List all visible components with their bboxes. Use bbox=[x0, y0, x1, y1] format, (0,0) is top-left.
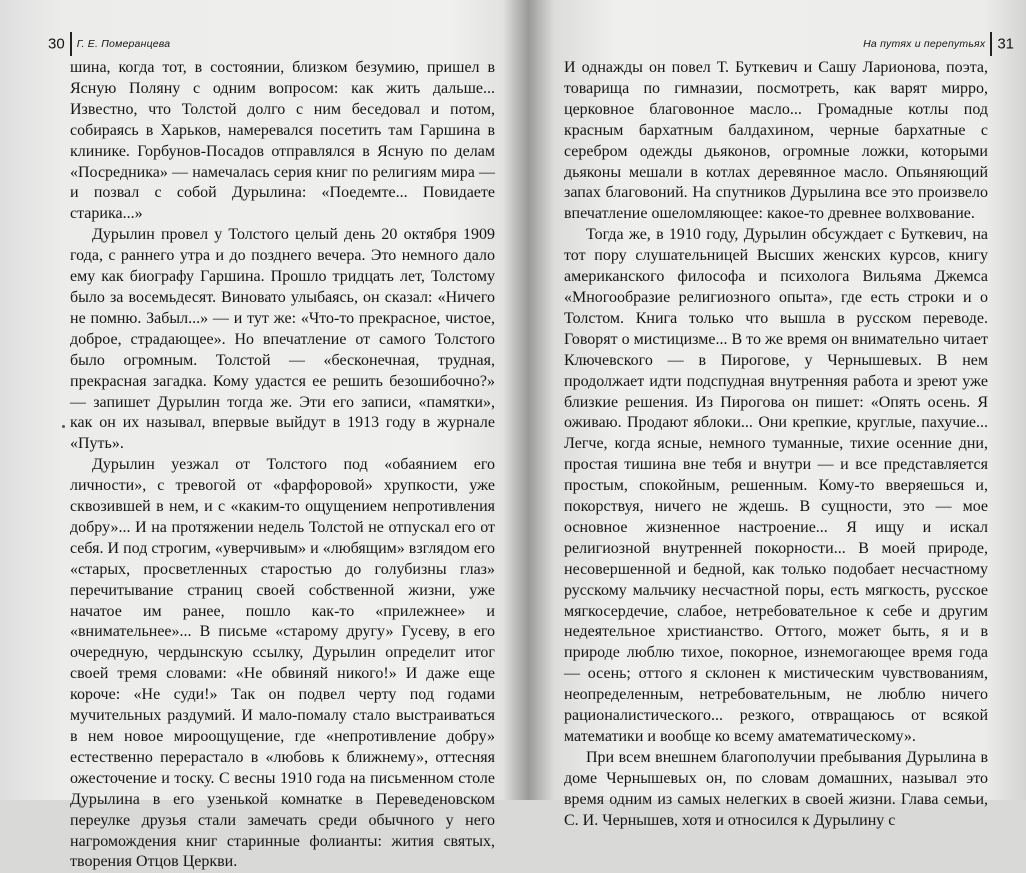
paragraph: Тогда же, в 1910 году, Дурылин обсуждает с Буткевич, на тот пору слушательницей Высших женских курсов, книгу американского философа и психолога Вильяма Джемса «Многообразие религиозного опыта», где есть строки и о Толстом. Книга только что вышла в русском переводе. Говорят о мистицизме... В то же время он внимательно читает Ключевского — в Пирогове, у Чернышевых. В нем продолжает идти подспудная внутренняя работа и зреют уже близкие решения. Из Пирогова он пишет: «Опять осень. Я оживаю. Продают яблоки... Они крепкие, круглые, пахучие... Легче, когда ясные, немного туманные, тихие осенние дни, простая тишина вне тебя и внутри — и все представляется простым, спокойным, решенным. Кому-то вверяешься и, покорствуя, ничего не ждешь. В сущности, это — мое основное жизненное настроение... Я ищу и искал религиозной внутренней покорности... В моей природе, несовершенной и бедной, как только подобает несчастному русскому мальчику несчастной поры, есть мягкость, русское мягкосердечие, слабое, нетребовательное к себе и другим недеятельное христианство. Оттого, может быть, я и в природе люблю тихое, покорное, изнемогающее время года — осень; оттого я склонен к мистическим чувствованиям, неопределенным, нетребовательным, не люблю ничего рационалистического... резкого, отвращаюсь от всякой математики и вообще ко всему аматематическому». bbox=[564, 226, 988, 745]
scan-speck bbox=[62, 425, 65, 428]
right-page bbox=[514, 0, 1026, 829]
left-running-title: Г. Е. Померанцева bbox=[76, 38, 171, 50]
right-page-text bbox=[564, 58, 988, 832]
header-divider bbox=[70, 32, 72, 56]
header-divider bbox=[990, 32, 992, 56]
paragraph: Дурылин провел у Толстого целый день 20 октября 1909 года, с раннего утра и до позднего вечера. Это немного дало ему как биографу Гаршина. Прошло тридцать лет, Толстому было за восемьдесят. Виновато улыбаясь, он сказал: «Ничего не помню. Забыл...» — и тут же: «Что-то прекрасное, чистое, доброе, страдающее». Но впечатление от самого Толстого было огромным. Толстой — «бесконечная, трудная, прекрасная загадка. Кому удастся ее решить безошибочно?» — запишет Дурылин тогда же. Эти его записи, «памятки», как он их называл, впервые выйдут в 1913 году в журнале «Путь». bbox=[70, 226, 495, 453]
left-page bbox=[0, 0, 512, 871]
paragraph: При всем внешнем благополучии пребывания Дурылина в доме Чернышевых он, по словам домашних, называл это время одним из самых нелегких в своей жизни. Глава семьи, С. И. Чернышев, хотя и относился к Дурылину с bbox=[564, 748, 988, 829]
paragraph: Дурылин уезжал от Толстого под «обаянием его личности», с тревогой от «фарфоровой» хрупкости, уже сквозившей в нем, и с «каким-то ощущением непротивления добру»... И на протяжении недель Толстой не отпускал его от себя. И под строгим, «уверчивым» и «любящим» взглядом его «старых, просветленных старостью до голубизны глаз» перечитывание страниц своей собственной жизни, уже начатое им ранее, пошло как-то «прилежнее» и «внимательнее»... В письме «старому другу» Гусеву, в его очередную, чердынскую ссылку, Дурылин определит итог своей тремя словами: «Не обвиняй никого!» И даже еще короче: «Не суди!» Так он подвел черту под годами мучительных раздумий. И мало-помалу стало выстраиваться в нем новое мироощущение, где «непротивление добру» естественно перерастало в «любовь к ближнему», оттесняя ожесточение и тоску. С весны 1910 года на письменном столе Дурылина в его узенькой комнатке в Переведеновском переулке друзья стали замечать среди обычного у него нагромождения книг старинные фолианты: жития святых, творения Отцов Церкви. bbox=[70, 456, 495, 871]
right-running-title: На путях и перепутьях bbox=[863, 38, 986, 50]
left-page-number: 30 bbox=[48, 35, 65, 53]
right-page-number: 31 bbox=[997, 35, 1014, 53]
paragraph: шина, когда тот, в состоянии, близком безумию, пришел в Ясную Поляну с одним вопросом: как жить дальше... Известно, что Толстой долго с ним беседовал и потом, собираясь в Харьков, намеревался посетить там Гаршина в клинике. Горбунов-Посадов отправлялся в Ясную по делам «Посредника» — намечалась серия книг по религиям мира — и позвал с собой Дурылина: «Поедемте... Повидаете старика...» bbox=[70, 59, 495, 223]
left-page-text bbox=[70, 58, 495, 873]
paragraph: И однажды он повел Т. Буткевич и Сашу Ларионова, поэта, товарища по гимназии, посмотреть, как варят мирро, церковное благовонное масло... Громадные котлы под красным бархатным балдахином, черные бархатные с серебром одежды дьяконов, огромные ложки, которыми дьяконы мешали в котлах деревянное масло. Опьяняющий запах благовоний. На спутников Дурылина все это произвело впечатление ошеломляющее: какое-то древнее волхвование. bbox=[564, 59, 988, 223]
